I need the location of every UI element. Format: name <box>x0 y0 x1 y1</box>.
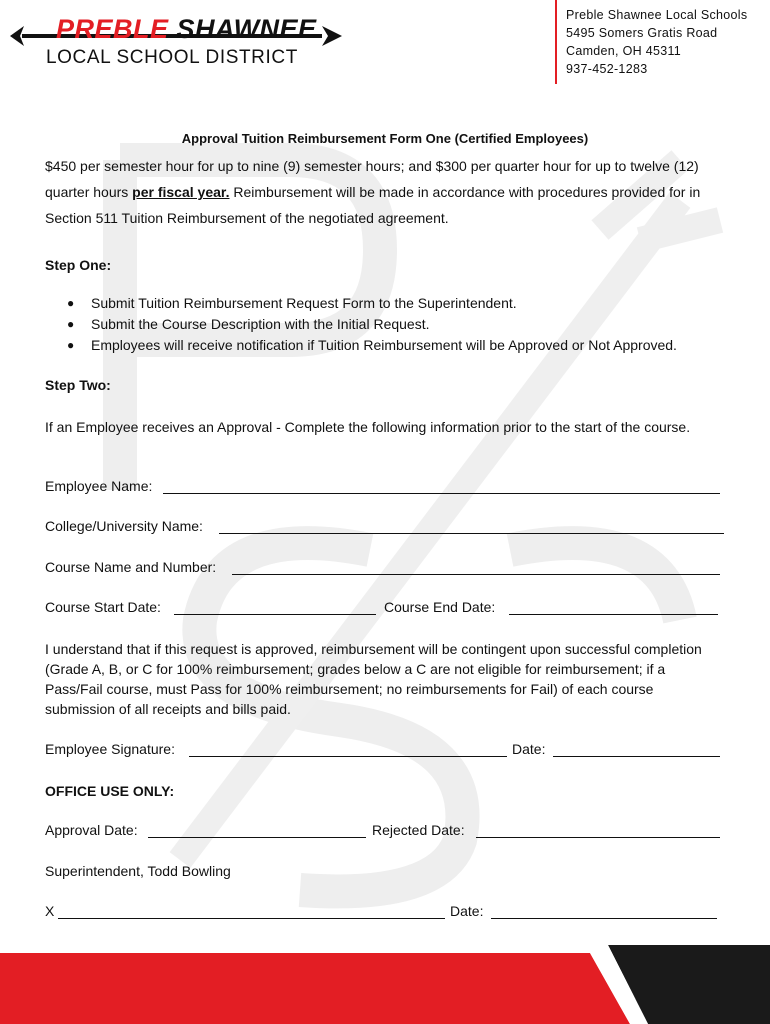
start-date-label: Course Start Date: <box>45 599 161 615</box>
step-two-text: If an Employee receives an Approval - Complete the following information prior to the start of the course. <box>45 419 691 435</box>
district-address <box>566 6 747 78</box>
approval-date-label: Approval Date: <box>45 822 138 838</box>
college-label: College/University Name: <box>45 518 203 534</box>
logo-subtitle: LOCAL SCHOOL DISTRICT <box>46 47 298 68</box>
approval-date-field[interactable] <box>148 823 366 838</box>
intro-text-1: $450 per semester hour for up to nine (9) semester hours; and $300 per quarter hour for up to twelve (12) quarter hours <box>45 158 699 200</box>
address-phone: 937-452-1283 <box>566 62 648 76</box>
intro-text-2: Reimbursement will be made in accordance with procedures provided for in Section 511 Tuition Reimbursement of the negotiated agreement. <box>45 184 701 226</box>
signature-field[interactable] <box>189 742 507 757</box>
logo-word-preble: PREBLE <box>56 14 169 44</box>
step-two-heading: Step Two: <box>45 377 111 393</box>
signature-date-label: Date: <box>512 741 546 757</box>
header-divider <box>555 0 557 84</box>
agreement-text: I understand that if this request is approved, reimbursement will be contingent upon successful completion (Grade A, B, or C for 100% reimbursement; grades below a C are not eligible for reimbursement; if a Pass/Fail course, must Pass for 100% reimbursement; no reimbursements for Fail) of each course submission of all receipts and bills paid. <box>45 641 702 717</box>
final-date-label: Date: <box>450 903 484 919</box>
rejected-date-field[interactable] <box>476 823 720 838</box>
form-title: Approval Tuition Reimbursement Form One (Certified Employees) <box>181 131 589 146</box>
signature-label: Employee Signature: <box>45 741 175 757</box>
step-one-list <box>45 293 677 356</box>
logo-title <box>56 14 317 45</box>
address-city: Camden, OH 45311 <box>566 44 682 58</box>
final-date-field[interactable] <box>491 904 717 919</box>
superintendent-signature-field[interactable] <box>58 904 445 919</box>
signature-date-field[interactable] <box>553 742 720 757</box>
end-date-field[interactable] <box>509 600 718 615</box>
course-name-label: Course Name and Number: <box>45 559 217 575</box>
employee-name-label: Employee Name: <box>45 478 153 494</box>
list-item: ● Submit Tuition Reimbursement Request Form to the Superintendent. <box>45 293 677 314</box>
college-field[interactable] <box>219 519 724 534</box>
course-name-field[interactable] <box>232 560 720 575</box>
employee-name-field[interactable] <box>163 479 720 494</box>
rejected-date-label: Rejected Date: <box>372 822 465 838</box>
step-one-heading: Step One: <box>45 257 112 273</box>
start-date-field[interactable] <box>174 600 376 615</box>
office-use-heading: OFFICE USE ONLY: <box>45 783 175 799</box>
list-item: ● Submit the Course Description with the Initial Request. <box>45 314 677 335</box>
address-street: 5495 Somers Gratis Road <box>566 26 718 40</box>
superintendent-label: Superintendent, Todd Bowling <box>45 863 231 879</box>
logo-word-shawnee: SHAWNEE <box>176 14 317 44</box>
intro-emphasis: per fiscal year. <box>132 184 230 200</box>
address-org: Preble Shawnee Local Schools <box>566 8 748 22</box>
intro-paragraph <box>45 153 735 231</box>
x-mark: X <box>45 903 55 919</box>
list-item: ● Employees will receive notification if Tuition Reimbursement will be Approved or Not Approved. <box>45 335 677 356</box>
end-date-label: Course End Date: <box>384 599 496 615</box>
